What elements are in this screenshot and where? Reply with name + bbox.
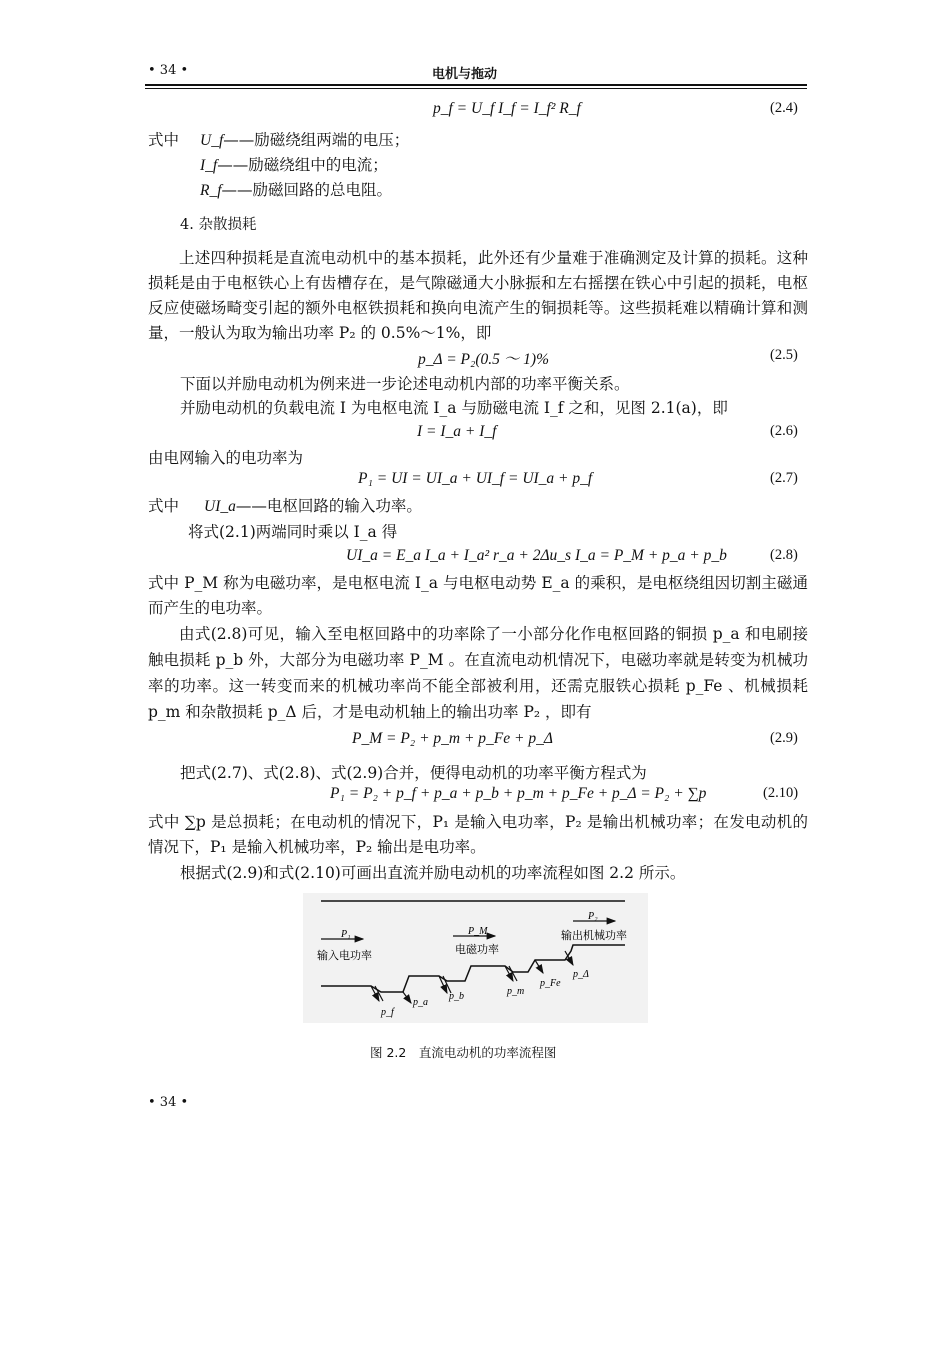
equation-number-2-8: (2.8) <box>770 547 798 563</box>
where-desc: ——励磁绕组中的电流； <box>217 156 388 174</box>
equation-2-10: P₁ = P₂ + p_f + p_a + p_b + p_m + p_Fe + p_Δ = P₂ + ∑p <box>330 785 707 802</box>
where-item <box>204 494 422 516</box>
power-flow-diagram <box>303 893 648 1023</box>
equation-2-7: P₁ = UI = UI_a + UI_f = UI_a + p_f <box>358 470 593 487</box>
where-symbol: I_f <box>200 157 218 174</box>
loss-arrow <box>375 986 383 1001</box>
equation-2-5: p_Δ = P₂(0.5 ～ 1)% <box>418 351 549 368</box>
where-lead: 式中 <box>148 131 180 149</box>
label-pfe: p_Fe <box>540 978 561 989</box>
header-page-number: • 34 • <box>148 63 189 78</box>
equation-2-6: I = I_a + I_f <box>417 423 497 440</box>
equation-number-2-7: (2.7) <box>770 470 798 486</box>
section-heading: 4. 杂散损耗 <box>180 217 257 233</box>
where-desc: ——励磁回路的总电阻。 <box>221 181 393 199</box>
header-rule-thin <box>145 88 807 89</box>
loss-arrow <box>509 966 517 981</box>
paragraph: 把式(2.7)、式(2.8)、式(2.9)合并，便得电动机的功率平衡方程式为 <box>180 764 647 782</box>
where-symbol: UI_a <box>204 498 236 515</box>
where-desc: ——励磁绕组两端的电压； <box>223 131 410 149</box>
figure-power-flow <box>303 893 648 1023</box>
footer-page-number: • 34 • <box>148 1095 189 1110</box>
loss-arrow <box>535 960 543 973</box>
equation-2-8: UI_a = E_a I_a + I_a² r_a + 2Δu_s I_a = P_M + p_a + p_b <box>346 547 727 564</box>
label-input-power: 输入电功率 <box>317 949 372 962</box>
paragraph: 上述四种损耗是直流电动机中的基本损耗，此外还有少量难于准确测定及计算的损耗。这种损耗是由于电枢铁心上有齿槽存在，是气隙磁通大小脉振和左右摇摆在铁心中引起的损耗，电枢反应使磁场畸变引起的额外电枢铁损耗和换向电流产生的铜损耗等。这些损耗难以精确计算和测量，一般认为取为输出功率 P₂ 的 0.5%～1%，即 <box>148 249 808 342</box>
header-rule-thick <box>145 84 807 86</box>
label-pm: P_M <box>468 926 488 937</box>
header-title: 电机与拖动 <box>432 67 498 82</box>
loss-arrow <box>403 992 411 1003</box>
equation-number-2-4: (2.4) <box>770 100 798 116</box>
label-pb: p_b <box>449 991 464 1002</box>
paragraph: 并励电动机的负载电流 I 为电枢电流 I_a 与励磁电流 I_f 之和，见图 2.1(a)，即 <box>180 399 728 417</box>
where-item <box>200 153 388 175</box>
equation-2-9: P_M = P₂ + p_m + p_Fe + p_Δ <box>352 730 553 747</box>
paragraph: 由电网输入的电功率为 <box>148 449 304 467</box>
where-symbol: R_f <box>200 182 222 199</box>
paragraph: 根据式(2.9)和式(2.10)可画出直流并励电动机的功率流程如图 2.2 所示。 <box>180 864 686 882</box>
where-lead: 式中 <box>148 497 180 515</box>
paragraph: 式中 P_M 称为电磁功率，是电枢电流 I_a 与电枢电动势 E_a 的乘积，是电枢绕组因切割主磁通而产生的电功率。 <box>148 574 808 617</box>
equation-2-4: p_f = U_f I_f = I_f² R_f <box>433 100 581 117</box>
where-symbol: U_f <box>200 132 224 149</box>
label-pm-mech: p_m <box>507 986 525 997</box>
where-desc: ——电枢回路的输入功率。 <box>235 497 422 515</box>
where-item <box>200 128 409 150</box>
where-item <box>200 178 392 200</box>
figure-caption: 图 2.2 直流电动机的功率流程图 <box>370 1045 557 1060</box>
label-em-power: 电磁功率 <box>455 943 499 956</box>
label-p2: P₂ <box>588 911 598 922</box>
equation-number-2-6: (2.6) <box>770 423 798 439</box>
equation-number-2-5: (2.5) <box>770 347 798 363</box>
paragraph: 式中 ∑p 是总损耗；在电动机的情况下，P₁ 是输入电功率，P₂ 是输出机械功率；在发电动机的情况下，P₁ 是输入机械功率，P₂ 输出是电功率。 <box>148 813 808 856</box>
equation-number-2-9: (2.9) <box>770 730 798 746</box>
paragraph: 将式(2.1)两端同时乘以 I_a 得 <box>188 523 398 541</box>
label-pf: p_f <box>381 1007 394 1018</box>
label-pa: p_a <box>413 997 428 1008</box>
equation-number-2-10: (2.10) <box>763 785 799 801</box>
label-pdelta: p_Δ <box>573 969 589 980</box>
paragraph: 由式(2.8)可见，输入至电枢回路中的功率除了一小部分化作电枢回路的铜损 p_a 和电刷接触电损耗 p_b 外，大部分为电磁功率 P_M 。在直流电动机情况下，电磁功率就是转变为机械功率的功率。这一转变而来的机械功率尚不能全部被利用，还需克服铁心损耗 p_Fe 、机械损耗 p_m 和杂散损耗 p_Δ 后，才是电动机轴上的输出功率 P₂ ，即有 <box>148 625 808 721</box>
label-p1: P₁ <box>341 929 351 940</box>
paragraph: 下面以并励电动机为例来进一步论述电动机内部的功率平衡关系。 <box>180 375 630 393</box>
label-output-power: 输出机械功率 <box>561 929 627 942</box>
